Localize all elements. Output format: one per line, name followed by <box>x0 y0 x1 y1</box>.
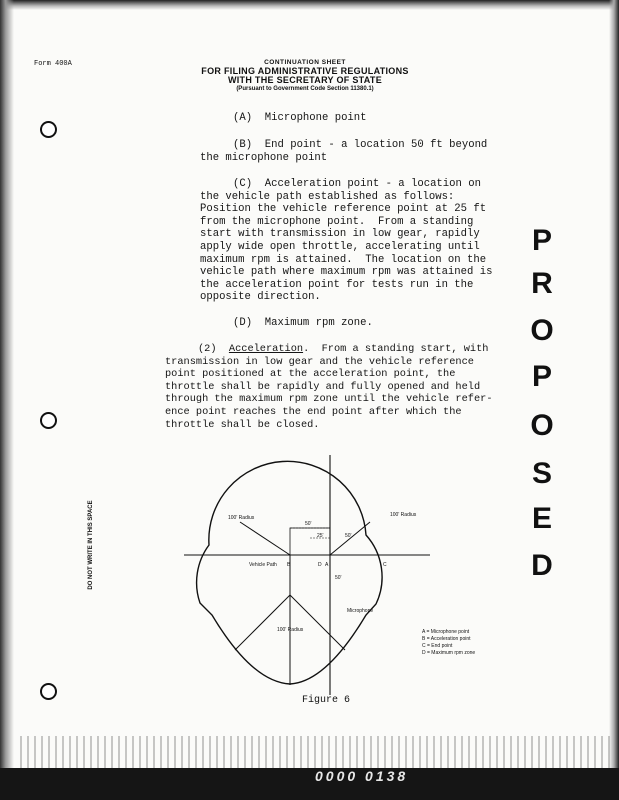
label-dim-top: 50' <box>305 521 312 527</box>
radius-line-bottom-left <box>235 595 290 650</box>
legend-item: B = Acceleration point <box>422 636 471 642</box>
paragraph-2-heading: Acceleration <box>228 343 304 355</box>
header-line-3: WITH THE SECRETARY OF STATE <box>227 75 383 86</box>
paragraph-2-line: point positioned at the acceleration point, the <box>165 368 456 381</box>
scan-edge-top <box>0 0 619 10</box>
label-point-d: D <box>318 562 322 568</box>
paragraph-c-line: the acceleration point for tests run in the <box>200 278 474 291</box>
scan-edge-right <box>609 0 619 800</box>
punch-hole-bottom <box>40 683 57 700</box>
punch-hole-middle <box>40 412 57 429</box>
header-line-4: (Pursuant to Government Code Section 11380.1) <box>236 85 374 92</box>
paragraph-c-line: Position the vehicle reference point at 25 ft <box>200 203 487 216</box>
stamp-letter: S <box>531 457 552 490</box>
margin-note <box>84 470 98 620</box>
paragraph-c-line: the vehicle path established as follows: <box>200 190 455 203</box>
stamp-letter: O <box>530 314 554 347</box>
label-vehicle-path: Vehicle Path <box>249 562 277 568</box>
stamp-letter: P <box>531 224 552 257</box>
paragraph-2-line: throttle shall be closed. <box>165 418 320 431</box>
paragraph-2-line: through the maximum rpm zone until the vehicle refer- <box>165 393 493 406</box>
paragraph-c-line: opposite direction. <box>200 291 321 304</box>
radius-line-bottom-right <box>290 595 345 650</box>
paragraph-a-line: (A) Microphone point <box>233 112 367 124</box>
paragraph-c-line: vehicle path where maximum rpm was attained is <box>200 266 493 279</box>
legend-item: C = End point <box>422 643 453 649</box>
label-radius-bottom: 100' Radius <box>277 627 304 633</box>
stamp-letter: D <box>531 549 553 582</box>
legend-item: D = Maximum rpm zone <box>422 650 476 656</box>
paragraph-c-line: apply wide open throttle, accelerating until <box>200 240 480 253</box>
paragraph-2-line: ence point reaches the end point after which the <box>165 405 462 418</box>
scan-edge-bottom <box>0 768 619 800</box>
form-header <box>180 60 430 92</box>
paragraph-2-first-line: . From a standing start, with <box>303 343 489 355</box>
stamp-letter: O <box>530 409 554 442</box>
paragraph-d <box>233 317 373 330</box>
figure-legend <box>422 629 475 656</box>
stamp-letter: E <box>531 502 552 535</box>
paragraph-2 <box>165 343 493 431</box>
stamp-letter: P <box>531 360 552 393</box>
scan-edge-left <box>0 0 14 800</box>
paragraph-c-line: (C) Acceleration point - a location on <box>233 178 481 190</box>
label-point-a: A <box>325 562 329 568</box>
legend-item: A = Microphone point <box>422 629 470 635</box>
paragraph-c <box>200 178 492 304</box>
label-dim-mid-right: 50' <box>345 533 352 539</box>
header-line-2: FOR FILING ADMINISTRATIVE REGULATIONS <box>201 65 409 76</box>
stamp-letter: R <box>531 267 553 300</box>
form-number: Form 400A <box>34 60 72 68</box>
microfilm-frame-number: 0000 0138 <box>315 768 409 784</box>
margin-note-text: DO NOT WRITE IN THIS SPACE <box>88 500 94 590</box>
radius-line-left <box>240 522 290 555</box>
paragraph-b-line: the microphone point <box>200 151 328 164</box>
paragraph-c-line: from the microphone point. From a standing <box>200 215 474 228</box>
paragraph-a <box>233 112 367 125</box>
test-area-boundary <box>197 461 382 684</box>
test-site-diagram <box>140 455 500 695</box>
label-dim-mid-left: 25' <box>317 533 324 539</box>
paragraph-2-prefix: (2) <box>198 343 229 355</box>
paragraph-c-line: maximum rpm is attained. The location on the <box>200 253 487 266</box>
label-microphone: Microphone <box>347 608 374 614</box>
scan-noise <box>20 736 610 768</box>
label-radius-left: 100' Radius <box>228 515 255 521</box>
paragraph-b <box>200 139 487 164</box>
label-point-b: B <box>287 562 291 568</box>
label-radius-right: 100' Radius <box>390 512 417 518</box>
paragraph-c-line: start with transmission in low gear, rapidly <box>200 228 480 241</box>
figure-caption: Figure 6 <box>302 695 351 706</box>
label-dim-vertical: 50' <box>335 575 342 581</box>
maximum-rpm-zone-box <box>290 528 330 555</box>
label-point-c: C <box>383 562 387 568</box>
paragraph-2-line: throttle shall be rapidly and fully opened and held <box>165 380 481 393</box>
paragraph-b-line: (B) End point - a location 50 ft beyond <box>233 139 488 151</box>
header-line-1: CONTINUATION SHEET <box>264 59 346 66</box>
paragraph-2-line: transmission in low gear and the vehicle reference <box>165 355 474 368</box>
paragraph-d-line: (D) Maximum rpm zone. <box>233 317 373 329</box>
punch-hole-top <box>40 121 57 138</box>
